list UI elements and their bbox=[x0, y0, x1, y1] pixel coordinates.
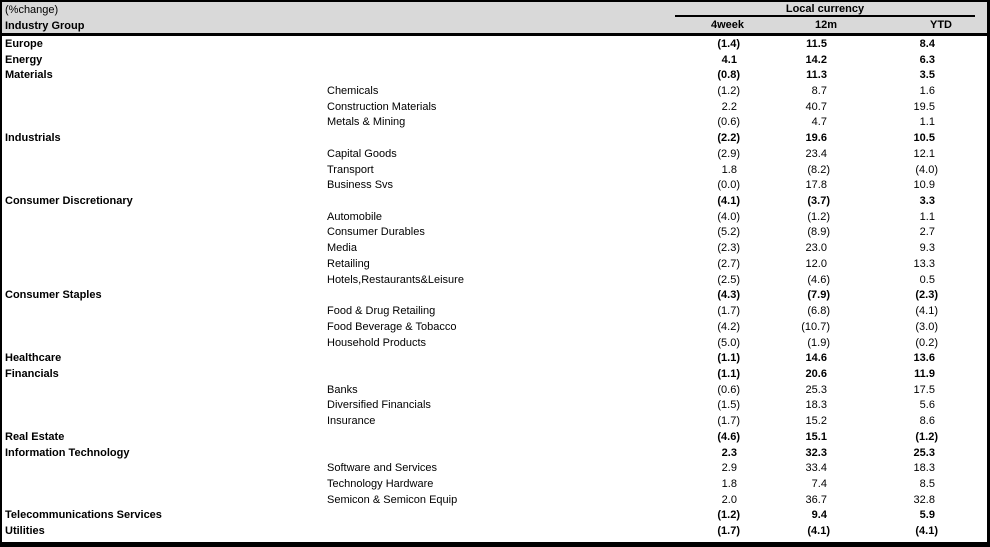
value-12m: 4.7 bbox=[811, 116, 830, 129]
industry-label: Insurance bbox=[327, 415, 376, 428]
value-4week: (0.6) bbox=[717, 383, 740, 396]
value-ytd: 13.6 bbox=[913, 352, 938, 365]
value-12m: 40.7 bbox=[805, 100, 830, 113]
table-row bbox=[2, 67, 987, 83]
value-4week: (2.7) bbox=[717, 257, 740, 270]
value-12m: 9.4 bbox=[811, 509, 830, 522]
table-row bbox=[2, 523, 987, 539]
table-row bbox=[2, 272, 987, 288]
industry-label: Household Products bbox=[327, 336, 427, 349]
column-header-4week: 4week bbox=[710, 19, 744, 31]
value-ytd: (0.2) bbox=[915, 336, 938, 349]
value-12m: 33.4 bbox=[805, 462, 830, 475]
value-ytd: 1.1 bbox=[919, 116, 938, 129]
value-4week: (4.2) bbox=[717, 320, 740, 333]
industry-label: Banks bbox=[327, 383, 358, 396]
value-12m: (10.7) bbox=[801, 320, 830, 333]
value-12m: (8.9) bbox=[807, 226, 830, 239]
column-header-12m: 12m bbox=[814, 19, 837, 31]
table-row bbox=[2, 303, 987, 319]
value-12m: (4.1) bbox=[807, 525, 830, 538]
value-ytd: 17.5 bbox=[913, 383, 938, 396]
industry-label: Financials bbox=[5, 367, 59, 380]
table-row bbox=[2, 52, 987, 68]
industry-label: Construction Materials bbox=[327, 100, 437, 113]
industry-label: Business Svs bbox=[327, 179, 394, 192]
table-header-right bbox=[662, 2, 987, 36]
value-ytd: 8.6 bbox=[919, 415, 938, 428]
value-12m: 36.7 bbox=[805, 493, 830, 506]
table-row bbox=[2, 130, 987, 146]
industry-label: Software and Services bbox=[327, 462, 438, 475]
value-12m: 11.5 bbox=[806, 37, 830, 50]
value-12m: 18.3 bbox=[805, 399, 830, 412]
value-12m: (6.8) bbox=[807, 305, 830, 318]
table-row bbox=[2, 240, 987, 256]
table-body bbox=[2, 36, 987, 539]
value-12m: 20.6 bbox=[805, 367, 830, 380]
column-header-ytd: YTD bbox=[930, 19, 952, 31]
table-header-left bbox=[2, 2, 662, 36]
industry-label: Chemicals bbox=[327, 85, 379, 98]
value-ytd: 12.1 bbox=[913, 147, 938, 160]
industry-label: Retailing bbox=[327, 257, 370, 270]
value-4week: (1.7) bbox=[717, 305, 740, 318]
value-12m: 19.6 bbox=[805, 132, 830, 145]
table-row bbox=[2, 209, 987, 225]
value-12m: 8.7 bbox=[811, 85, 830, 98]
industry-label: Media bbox=[327, 242, 357, 255]
industry-group-column-header: Industry Group bbox=[5, 20, 85, 32]
value-12m: 25.3 bbox=[805, 383, 830, 396]
industry-label: Food & Drug Retailing bbox=[327, 305, 436, 318]
table-row bbox=[2, 460, 987, 476]
table-row bbox=[2, 429, 987, 445]
table-row bbox=[2, 115, 987, 131]
table-header bbox=[2, 2, 987, 36]
value-4week: 2.2 bbox=[721, 100, 740, 113]
value-4week: (5.0) bbox=[717, 336, 740, 349]
industry-label: Telecommunications Services bbox=[5, 509, 162, 522]
percent-change-label: (%change) bbox=[5, 4, 59, 16]
industry-label: Hotels,Restaurants&Leisure bbox=[327, 273, 464, 286]
value-ytd: (2.3) bbox=[915, 289, 938, 302]
value-12m: (1.9) bbox=[807, 336, 830, 349]
value-ytd: 6.3 bbox=[919, 53, 938, 66]
value-ytd: 5.6 bbox=[919, 399, 938, 412]
value-4week: (1.5) bbox=[717, 399, 740, 412]
value-ytd: 19.5 bbox=[913, 100, 938, 113]
table-row bbox=[2, 413, 987, 429]
value-12m: 15.1 bbox=[805, 430, 830, 443]
value-12m: 23.4 bbox=[805, 147, 830, 160]
table-row bbox=[2, 193, 987, 209]
value-4week: 2.0 bbox=[721, 493, 740, 506]
value-4week: (1.7) bbox=[717, 525, 740, 538]
industry-label: Europe bbox=[5, 37, 43, 50]
table-row bbox=[2, 36, 987, 52]
value-ytd: 1.6 bbox=[919, 85, 938, 98]
value-12m: 14.2 bbox=[805, 53, 830, 66]
value-ytd: (4.1) bbox=[915, 525, 938, 538]
value-12m: 23.0 bbox=[805, 242, 830, 255]
industry-label: Real Estate bbox=[5, 430, 65, 443]
value-12m: 14.6 bbox=[805, 352, 830, 365]
value-4week: (2.5) bbox=[717, 273, 740, 286]
value-ytd: 32.8 bbox=[913, 493, 938, 506]
value-4week: (1.1) bbox=[717, 352, 740, 365]
value-12m: (4.6) bbox=[807, 273, 830, 286]
industry-label: Consumer Durables bbox=[327, 226, 425, 239]
industry-label: Transport bbox=[327, 163, 374, 176]
value-4week: (4.1) bbox=[717, 195, 740, 208]
value-ytd: 5.9 bbox=[919, 509, 938, 522]
value-ytd: (4.1) bbox=[915, 305, 938, 318]
value-4week: (2.9) bbox=[717, 147, 740, 160]
value-12m: 7.4 bbox=[811, 477, 830, 490]
value-4week: 1.8 bbox=[721, 477, 740, 490]
value-4week: 2.3 bbox=[721, 446, 740, 459]
table-row bbox=[2, 256, 987, 272]
value-4week: (0.8) bbox=[717, 69, 740, 82]
industry-label: Healthcare bbox=[5, 352, 62, 365]
value-12m: 17.8 bbox=[805, 179, 830, 192]
value-4week: (2.3) bbox=[717, 242, 740, 255]
value-ytd: 9.3 bbox=[919, 242, 938, 255]
industry-label: Automobile bbox=[327, 210, 383, 223]
table-row bbox=[2, 83, 987, 99]
value-4week: (1.1) bbox=[717, 367, 740, 380]
table-row bbox=[2, 146, 987, 162]
value-12m: 12.0 bbox=[805, 257, 830, 270]
value-ytd: 18.3 bbox=[913, 462, 938, 475]
value-ytd: 10.5 bbox=[913, 132, 938, 145]
value-12m: (8.2) bbox=[807, 163, 830, 176]
industry-label: Metals & Mining bbox=[327, 116, 406, 129]
value-12m: (7.9) bbox=[807, 289, 830, 302]
column-headers bbox=[662, 17, 987, 34]
industry-label: Consumer Discretionary bbox=[5, 195, 133, 208]
value-4week: (1.7) bbox=[717, 415, 740, 428]
table-row bbox=[2, 476, 987, 492]
table-row bbox=[2, 288, 987, 304]
value-ytd: 8.5 bbox=[919, 477, 938, 490]
value-ytd: (3.0) bbox=[915, 320, 938, 333]
value-ytd: 3.3 bbox=[919, 195, 938, 208]
value-ytd: (1.2) bbox=[915, 430, 938, 443]
industry-label: Industrials bbox=[5, 132, 61, 145]
table-row bbox=[2, 162, 987, 178]
industry-label: Food Beverage & Tobacco bbox=[327, 320, 457, 333]
industry-label: Energy bbox=[5, 53, 43, 66]
industry-label: Semicon & Semicon Equip bbox=[327, 493, 458, 506]
value-ytd: (4.0) bbox=[915, 163, 938, 176]
table-row bbox=[2, 445, 987, 461]
value-ytd: 0.5 bbox=[919, 273, 938, 286]
value-4week: (4.3) bbox=[717, 289, 740, 302]
value-12m: (3.7) bbox=[807, 195, 830, 208]
value-4week: (0.6) bbox=[717, 116, 740, 129]
table-row bbox=[2, 398, 987, 414]
value-12m: 32.3 bbox=[805, 446, 830, 459]
table-row bbox=[2, 382, 987, 398]
table-row bbox=[2, 99, 987, 115]
industry-label: Consumer Staples bbox=[5, 289, 102, 302]
value-4week: (2.2) bbox=[717, 132, 740, 145]
table-row bbox=[2, 335, 987, 351]
value-4week: (4.0) bbox=[717, 210, 740, 223]
table-row bbox=[2, 177, 987, 193]
value-12m: 15.2 bbox=[805, 415, 830, 428]
value-4week: 1.8 bbox=[721, 163, 740, 176]
value-4week: (4.6) bbox=[717, 430, 740, 443]
table-row bbox=[2, 508, 987, 524]
value-ytd: 10.9 bbox=[913, 179, 938, 192]
table-row bbox=[2, 492, 987, 508]
industry-label: Diversified Financials bbox=[327, 399, 431, 412]
value-ytd: 11.9 bbox=[914, 367, 938, 380]
table-row bbox=[2, 366, 987, 382]
value-ytd: 3.5 bbox=[919, 69, 938, 82]
table-row bbox=[2, 350, 987, 366]
value-4week: (5.2) bbox=[717, 226, 740, 239]
value-4week: (1.2) bbox=[717, 85, 740, 98]
industry-label: Technology Hardware bbox=[327, 477, 434, 490]
table-row bbox=[2, 225, 987, 241]
value-ytd: 13.3 bbox=[913, 257, 938, 270]
value-4week: (1.2) bbox=[717, 509, 740, 522]
value-4week: (1.4) bbox=[717, 37, 740, 50]
industry-label: Information Technology bbox=[5, 446, 130, 459]
value-ytd: 2.7 bbox=[919, 226, 938, 239]
value-12m: 11.3 bbox=[806, 69, 830, 82]
value-ytd: 1.1 bbox=[919, 210, 938, 223]
value-4week: 4.1 bbox=[721, 53, 740, 66]
value-4week: (0.0) bbox=[717, 179, 740, 192]
industry-label: Capital Goods bbox=[327, 147, 397, 160]
industry-label: Utilities bbox=[5, 525, 45, 538]
local-currency-group-header: Local currency bbox=[675, 2, 975, 17]
value-ytd: 8.4 bbox=[919, 37, 938, 50]
industry-label: Materials bbox=[5, 69, 53, 82]
table-row bbox=[2, 319, 987, 335]
value-4week: 2.9 bbox=[721, 462, 740, 475]
value-ytd: 25.3 bbox=[913, 446, 938, 459]
value-12m: (1.2) bbox=[807, 210, 830, 223]
